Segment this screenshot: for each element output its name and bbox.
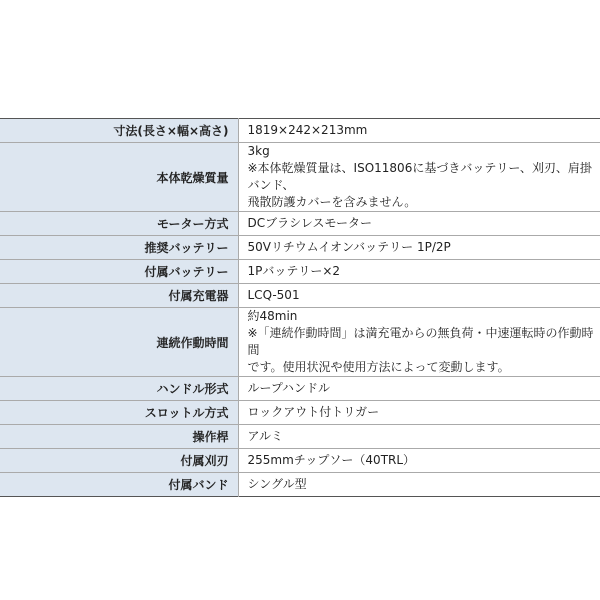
- spec-value-line: アルミ: [247, 429, 284, 443]
- spec-value-line: 1819×242×213mm: [247, 123, 368, 137]
- spec-table: [0, 118, 600, 497]
- spec-label: 寸法(長さ×幅×高さ): [0, 119, 238, 143]
- spec-value: [238, 425, 600, 449]
- spec-value: [238, 260, 600, 284]
- spec-value: [238, 401, 600, 425]
- spec-row: [0, 260, 600, 284]
- spec-row: [0, 236, 600, 260]
- spec-value-line: 飛散防護カバーを含みません。: [247, 195, 417, 209]
- spec-row: [0, 284, 600, 308]
- spec-label: モーター方式: [0, 212, 238, 236]
- spec-value-line: シングル型: [247, 477, 307, 491]
- spec-value-line: ロックアウト付トリガー: [247, 405, 380, 419]
- spec-row: [0, 143, 600, 212]
- spec-value: [238, 449, 600, 473]
- spec-row: [0, 212, 600, 236]
- spec-value-line: です。使用状況や使用方法によって変動します。: [247, 360, 510, 374]
- spec-row: [0, 308, 600, 377]
- spec-row: [0, 401, 600, 425]
- spec-value: [238, 212, 600, 236]
- spec-row: [0, 473, 600, 497]
- spec-value: [238, 473, 600, 497]
- spec-label: ハンドル形式: [0, 377, 238, 401]
- spec-value: [238, 308, 600, 377]
- spec-value-line: 約48min: [247, 309, 298, 323]
- spec-value-line: DCブラシレスモーター: [247, 216, 372, 230]
- spec-value-line: 1Pバッテリー×2: [247, 264, 341, 278]
- spec-value-line: ループハンドル: [247, 381, 330, 395]
- spec-label: 連続作動時間: [0, 308, 238, 377]
- spec-value-line: 3kg: [247, 144, 270, 158]
- spec-row: [0, 119, 600, 143]
- spec-value-line: LCQ-501: [247, 288, 300, 302]
- spec-label: 付属刈刃: [0, 449, 238, 473]
- spec-value-line: ※「連続作動時間」は満充電からの無負荷・中速運転時の作動時間: [247, 326, 594, 357]
- spec-value: [238, 119, 600, 143]
- spec-label: 付属バッテリー: [0, 260, 238, 284]
- spec-value: [238, 143, 600, 212]
- spec-value: [238, 284, 600, 308]
- spec-value-line: 255mmチップソー（40TRL）: [247, 453, 416, 467]
- spec-value-line: ※本体乾燥質量は、ISO11806に基づきバッテリー、刈刃、肩掛バンド、: [247, 161, 592, 192]
- spec-value-line: 50Vリチウムイオンバッテリー 1P/2P: [247, 240, 451, 254]
- spec-value: [238, 377, 600, 401]
- spec-label: 操作桿: [0, 425, 238, 449]
- spec-label: 推奨バッテリー: [0, 236, 238, 260]
- spec-label: スロットル方式: [0, 401, 238, 425]
- spec-label: 本体乾燥質量: [0, 143, 238, 212]
- spec-label: 付属充電器: [0, 284, 238, 308]
- spec-row: [0, 377, 600, 401]
- spec-label: 付属バンド: [0, 473, 238, 497]
- spec-value: [238, 236, 600, 260]
- spec-row: [0, 425, 600, 449]
- spec-row: [0, 449, 600, 473]
